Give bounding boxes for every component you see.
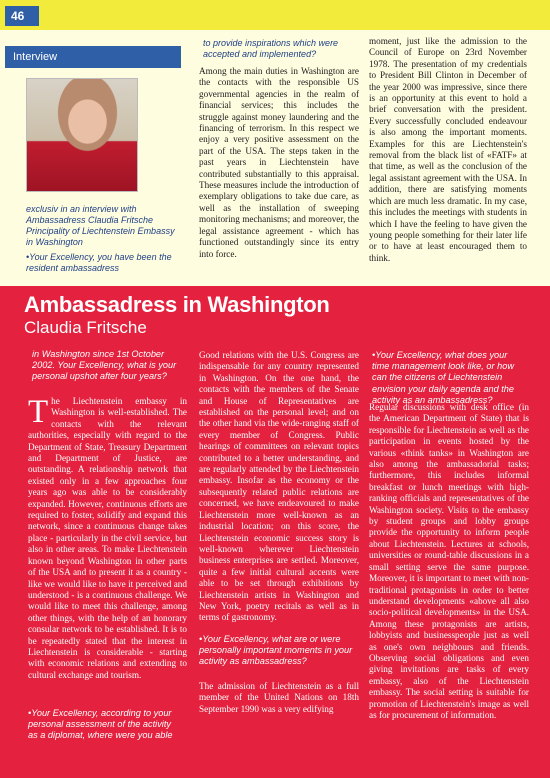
article-subtitle: Claudia Fritsche (24, 318, 147, 337)
question-3: • Your Excellency, what are or were personally important moments in your activity as ambassadress? (199, 634, 354, 668)
drop-cap: T (28, 394, 49, 430)
article-title: Ambassadress in Washington (24, 292, 330, 317)
portrait-photo (26, 78, 138, 192)
upper-col3-text: moment, just like the admission to the Council of Europe on 23rd November 1978. The presentation of my credentials to President Bill Clinton in December of the year 2000 was impressive, since there is an opportunity at this event to hold a brief conversation with the president. Every successfully concluded endeavour is also among the important moments. Examples for this are Liechtenstein's removal from the black list of «FATF» at that time, as well as the conclusion of the legal assistant agreement with the USA. In addition, there are satisfying moments which are much less dramatic. In my case, this includes the meetings with students in which I have the feeling to have given the young people something for their later life or to have at least encouraged them to think. (369, 36, 527, 263)
upper-col2-text: Among the main duties in Washington are the contacts with the responsible US governmental agencies in the realm of financial services; this includes the struggle against money laundering and the financing of terrorism. In this respect we enjoy a very positive assessment on the part of the USA. The steps taken in the past years in Liechtenstein have contributed substantially to this appraisal. These measures include the introduction of exemplary obligations to take due care, as well as the installation of sweeping monitoring mechanisms; and moreover, the legal assistance agreement - which has functioned outstandingly since its entry into force. (199, 66, 359, 259)
col2-text-2: The admission of Liechtenstein as a full member of the United Nations on 18th September 1990 was a very edifying (199, 681, 359, 714)
question-2: • Your Excellency, according to your personal assessment of the activity as a diplomat, where were you able (28, 708, 183, 742)
col1-body: he Liechtenstein embassy in Washington is well-established. The contacts with the relevant authorities, especially with regard to the Department of State, Treasury Department and Department of Justice, are outstanding. A relationship network that existed only in a few approaches four years ago was able to be considerably expanded. However, continuous efforts are required to foster, solidify and expand this network, since a continuous change takes place - particularly in the civil service, but also in other areas. To make Liechtenstein known beyond Washington in other parts of the USA and to present it as a country - like we would like to have it perceived and understood - is a continuous challenge. We would like to meet this challenge, among other things, with the help of an honorary consular network to be established. It is to be repeatedly stated that the interest in Liechtenstein is considerable - starting with economic relations and extending to cultural exchange and tourism. (28, 396, 187, 680)
photo-caption: exclusiv in an interview with Ambassadress Claudia Fritsche Principality of Liechtenstein Embassy in Washington (26, 204, 175, 247)
question-1: in Washington since 1st October 2002. Your Excellency, what is your personal upshot after four years? (32, 349, 177, 382)
col2-text: Good relations with the U.S. Congress are indispensable for any country represented in Washington. On the one hand, the contacts with the members of the Senate and House of Representatives are established on the personal level; and on the other hand via the wide-ranging staff of every member of Congress. Public hearings of committees on relevant topics contributed to a better understanding, and are regularly attended by the Liechtenstein embassy. Insofar as the economy or the subsequently related public relations are concerned, we have endeavoured to make Liechtenstein more well-known as an industrial location; on this score, the Liechtenstein economic success story is well-known wherever Liechtenstein business enterprises are settled. Moreover, quite a few initial cultural accents were able to be set through exhibitions by Liechtenstein artists in Washington and New York, poetry recitals as well as in terms of gastronomy. (199, 350, 359, 623)
upper-question: to provide inspirations which were accepted and implemented? (203, 38, 339, 59)
question-photo: • Your Excellency, you have been the resident ambassadress (26, 252, 176, 274)
section-tab: Interview (5, 46, 181, 68)
col1-text (28, 396, 187, 681)
question-4: • Your Excellency, what does your time management look like, or how can the citizens of Liechtenstein envision your daily agenda and the activity as an ambassadress? (372, 350, 524, 406)
page-header (0, 0, 550, 30)
page-number: 46 (5, 6, 39, 26)
col3-text: Regular discussions with desk office (in the American Department of State) that is responsible for Liechtenstein as well as the participation in events hosted by the various «think tanks» in Washington are also among the ambassadorial tasks; furthermore, this includes informal breakfast or lunch meetings with high-ranking officials and representatives of the Washington society. Visits to the embassy by student groups and lobby groups provide the opportunity to inform people about Liechtenstein. Lectures at schools, universities or round-table discussions in a small setting serve the same purpose. Moreover, it is important to meet with non-traditional protagonists in order to better understand developments «above all also socio-political developments» in the USA. Among these protagonists are artists, lobbyists and businesspeople just as well as one's own neighbours and friends. Observing social obligations and even giving invitations are tasks of every embassy, also of the Liechtenstein embassy. The social setting is suitable for promotion of Liechtenstein's image as well as for procurement of information. (369, 402, 529, 720)
